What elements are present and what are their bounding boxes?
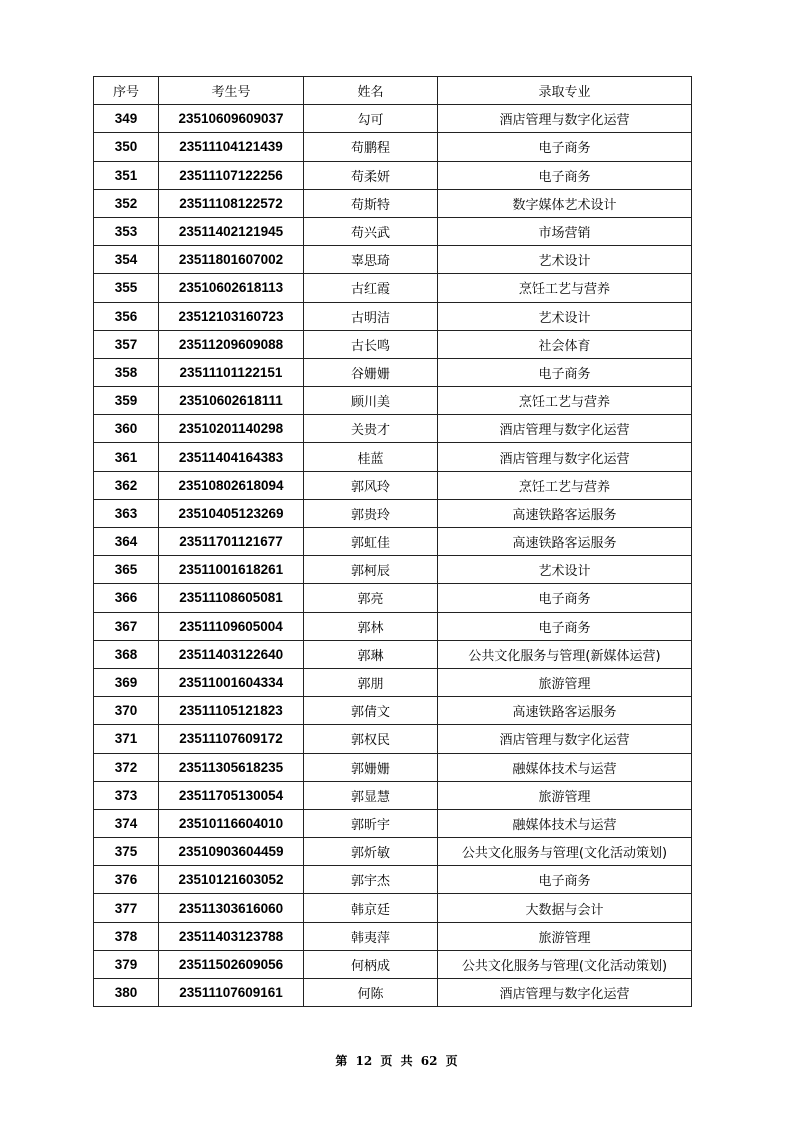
cell-name: 韩夷萍	[304, 922, 438, 950]
cell-name: 郭林	[304, 612, 438, 640]
cell-name: 郭倩文	[304, 697, 438, 725]
cell-exam-number: 23511402121945	[159, 217, 304, 245]
cell-major: 艺术设计	[438, 246, 692, 274]
cell-exam-number: 23511001604334	[159, 668, 304, 696]
cell-name: 古红霞	[304, 274, 438, 302]
cell-major: 烹饪工艺与营养	[438, 471, 692, 499]
table-body	[94, 105, 692, 1007]
cell-index: 380	[94, 979, 159, 1007]
cell-major: 公共文化服务与管理(文化活动策划)	[438, 950, 692, 978]
cell-major: 公共文化服务与管理(新媒体运营)	[438, 640, 692, 668]
header-name: 姓名	[304, 77, 438, 105]
cell-index: 360	[94, 415, 159, 443]
cell-name: 古明洁	[304, 302, 438, 330]
cell-exam-number: 23511403122640	[159, 640, 304, 668]
cell-major: 数字媒体艺术设计	[438, 189, 692, 217]
table-row	[94, 894, 692, 922]
table-row	[94, 415, 692, 443]
cell-index: 357	[94, 330, 159, 358]
cell-major: 旅游管理	[438, 781, 692, 809]
cell-exam-number: 23511001618261	[159, 556, 304, 584]
header-major: 录取专业	[438, 77, 692, 105]
cell-exam-number: 23512103160723	[159, 302, 304, 330]
cell-name: 郭风玲	[304, 471, 438, 499]
cell-exam-number: 23511801607002	[159, 246, 304, 274]
cell-exam-number: 23511107609161	[159, 979, 304, 1007]
cell-major: 市场营销	[438, 217, 692, 245]
cell-exam-number: 23510609609037	[159, 105, 304, 133]
cell-exam-number: 23511502609056	[159, 950, 304, 978]
cell-exam-number: 23510121603052	[159, 866, 304, 894]
cell-name: 郭亮	[304, 584, 438, 612]
cell-index: 355	[94, 274, 159, 302]
cell-index: 351	[94, 161, 159, 189]
cell-major: 烹饪工艺与营养	[438, 274, 692, 302]
table-row	[94, 528, 692, 556]
cell-name: 苟兴武	[304, 217, 438, 245]
cell-name: 郭柯辰	[304, 556, 438, 584]
cell-index: 350	[94, 133, 159, 161]
table-row	[94, 809, 692, 837]
table-header-row	[94, 77, 692, 105]
cell-exam-number: 23511701121677	[159, 528, 304, 556]
table-row	[94, 330, 692, 358]
cell-name: 谷姗姗	[304, 358, 438, 386]
cell-exam-number: 23510602618111	[159, 387, 304, 415]
cell-name: 郭贵玲	[304, 499, 438, 527]
cell-index: 361	[94, 443, 159, 471]
table-row	[94, 471, 692, 499]
cell-major: 电子商务	[438, 161, 692, 189]
cell-index: 374	[94, 809, 159, 837]
table-row	[94, 584, 692, 612]
cell-major: 旅游管理	[438, 922, 692, 950]
cell-major: 酒店管理与数字化运营	[438, 105, 692, 133]
cell-index: 358	[94, 358, 159, 386]
header-exam-number: 考生号	[159, 77, 304, 105]
cell-exam-number: 23511303616060	[159, 894, 304, 922]
cell-index: 375	[94, 838, 159, 866]
cell-major: 酒店管理与数字化运营	[438, 415, 692, 443]
cell-exam-number: 23510802618094	[159, 471, 304, 499]
cell-major: 艺术设计	[438, 302, 692, 330]
cell-exam-number: 23510602618113	[159, 274, 304, 302]
table-row	[94, 725, 692, 753]
cell-major: 电子商务	[438, 612, 692, 640]
cell-major: 大数据与会计	[438, 894, 692, 922]
cell-index: 363	[94, 499, 159, 527]
cell-name: 郭昕宇	[304, 809, 438, 837]
cell-name: 桂蓝	[304, 443, 438, 471]
cell-index: 362	[94, 471, 159, 499]
cell-major: 高速铁路客运服务	[438, 528, 692, 556]
table-row	[94, 499, 692, 527]
cell-name: 辜思琦	[304, 246, 438, 274]
cell-name: 郭炘敏	[304, 838, 438, 866]
cell-index: 376	[94, 866, 159, 894]
cell-major: 电子商务	[438, 358, 692, 386]
cell-major: 公共文化服务与管理(文化活动策划)	[438, 838, 692, 866]
cell-exam-number: 23511105121823	[159, 697, 304, 725]
cell-major: 高速铁路客运服务	[438, 697, 692, 725]
cell-major: 艺术设计	[438, 556, 692, 584]
cell-index: 359	[94, 387, 159, 415]
cell-name: 韩京廷	[304, 894, 438, 922]
cell-exam-number: 23510201140298	[159, 415, 304, 443]
cell-index: 366	[94, 584, 159, 612]
table-row	[94, 668, 692, 696]
cell-name: 郭宇杰	[304, 866, 438, 894]
cell-index: 354	[94, 246, 159, 274]
cell-index: 370	[94, 697, 159, 725]
cell-major: 旅游管理	[438, 668, 692, 696]
cell-exam-number: 23511108605081	[159, 584, 304, 612]
cell-name: 郭显慧	[304, 781, 438, 809]
cell-major: 电子商务	[438, 866, 692, 894]
cell-index: 352	[94, 189, 159, 217]
cell-exam-number: 23511108122572	[159, 189, 304, 217]
cell-index: 368	[94, 640, 159, 668]
table-row	[94, 217, 692, 245]
cell-index: 367	[94, 612, 159, 640]
cell-exam-number: 23511107609172	[159, 725, 304, 753]
cell-index: 356	[94, 302, 159, 330]
cell-major: 电子商务	[438, 133, 692, 161]
admission-table	[93, 76, 692, 1007]
cell-name: 郭权民	[304, 725, 438, 753]
cell-exam-number: 23511403123788	[159, 922, 304, 950]
table-row	[94, 387, 692, 415]
cell-major: 酒店管理与数字化运营	[438, 979, 692, 1007]
cell-name: 勾可	[304, 105, 438, 133]
cell-exam-number: 23511104121439	[159, 133, 304, 161]
cell-exam-number: 23511107122256	[159, 161, 304, 189]
cell-major: 酒店管理与数字化运营	[438, 443, 692, 471]
table-row	[94, 105, 692, 133]
table-row	[94, 302, 692, 330]
cell-index: 365	[94, 556, 159, 584]
cell-name: 顾川美	[304, 387, 438, 415]
table-row	[94, 753, 692, 781]
cell-major: 高速铁路客运服务	[438, 499, 692, 527]
cell-name: 古长鸣	[304, 330, 438, 358]
cell-exam-number: 23511705130054	[159, 781, 304, 809]
cell-index: 378	[94, 922, 159, 950]
cell-major: 电子商务	[438, 584, 692, 612]
cell-index: 371	[94, 725, 159, 753]
table-row	[94, 838, 692, 866]
cell-index: 377	[94, 894, 159, 922]
cell-name: 何柄成	[304, 950, 438, 978]
table-row	[94, 866, 692, 894]
cell-major: 酒店管理与数字化运营	[438, 725, 692, 753]
cell-name: 郭姗姗	[304, 753, 438, 781]
table-row	[94, 443, 692, 471]
header-index: 序号	[94, 77, 159, 105]
cell-index: 353	[94, 217, 159, 245]
cell-exam-number: 23511305618235	[159, 753, 304, 781]
table-row	[94, 979, 692, 1007]
table-row	[94, 612, 692, 640]
cell-name: 郭虹佳	[304, 528, 438, 556]
cell-exam-number: 23511109605004	[159, 612, 304, 640]
cell-name: 郭朋	[304, 668, 438, 696]
table-row	[94, 274, 692, 302]
cell-index: 369	[94, 668, 159, 696]
cell-index: 379	[94, 950, 159, 978]
cell-exam-number: 23511101122151	[159, 358, 304, 386]
table-row	[94, 640, 692, 668]
cell-name: 苟柔妍	[304, 161, 438, 189]
cell-index: 364	[94, 528, 159, 556]
cell-index: 349	[94, 105, 159, 133]
cell-major: 烹饪工艺与营养	[438, 387, 692, 415]
table-row	[94, 556, 692, 584]
cell-name: 苟鹏程	[304, 133, 438, 161]
cell-name: 关贵才	[304, 415, 438, 443]
cell-exam-number: 23511404164383	[159, 443, 304, 471]
cell-major: 融媒体技术与运营	[438, 809, 692, 837]
cell-exam-number: 23510405123269	[159, 499, 304, 527]
cell-name: 郭琳	[304, 640, 438, 668]
cell-index: 373	[94, 781, 159, 809]
table-row	[94, 781, 692, 809]
table-row	[94, 189, 692, 217]
table-row	[94, 697, 692, 725]
table-row	[94, 161, 692, 189]
cell-name: 苟斯特	[304, 189, 438, 217]
table-row	[94, 246, 692, 274]
cell-major: 社会体育	[438, 330, 692, 358]
cell-exam-number: 23510116604010	[159, 809, 304, 837]
cell-major: 融媒体技术与运营	[438, 753, 692, 781]
table-row	[94, 950, 692, 978]
cell-index: 372	[94, 753, 159, 781]
table-row	[94, 133, 692, 161]
cell-exam-number: 23511209609088	[159, 330, 304, 358]
cell-exam-number: 23510903604459	[159, 838, 304, 866]
cell-name: 何陈	[304, 979, 438, 1007]
table-row	[94, 358, 692, 386]
table-row	[94, 922, 692, 950]
page-footer: 第 12 页 共 62 页	[335, 1054, 458, 1068]
